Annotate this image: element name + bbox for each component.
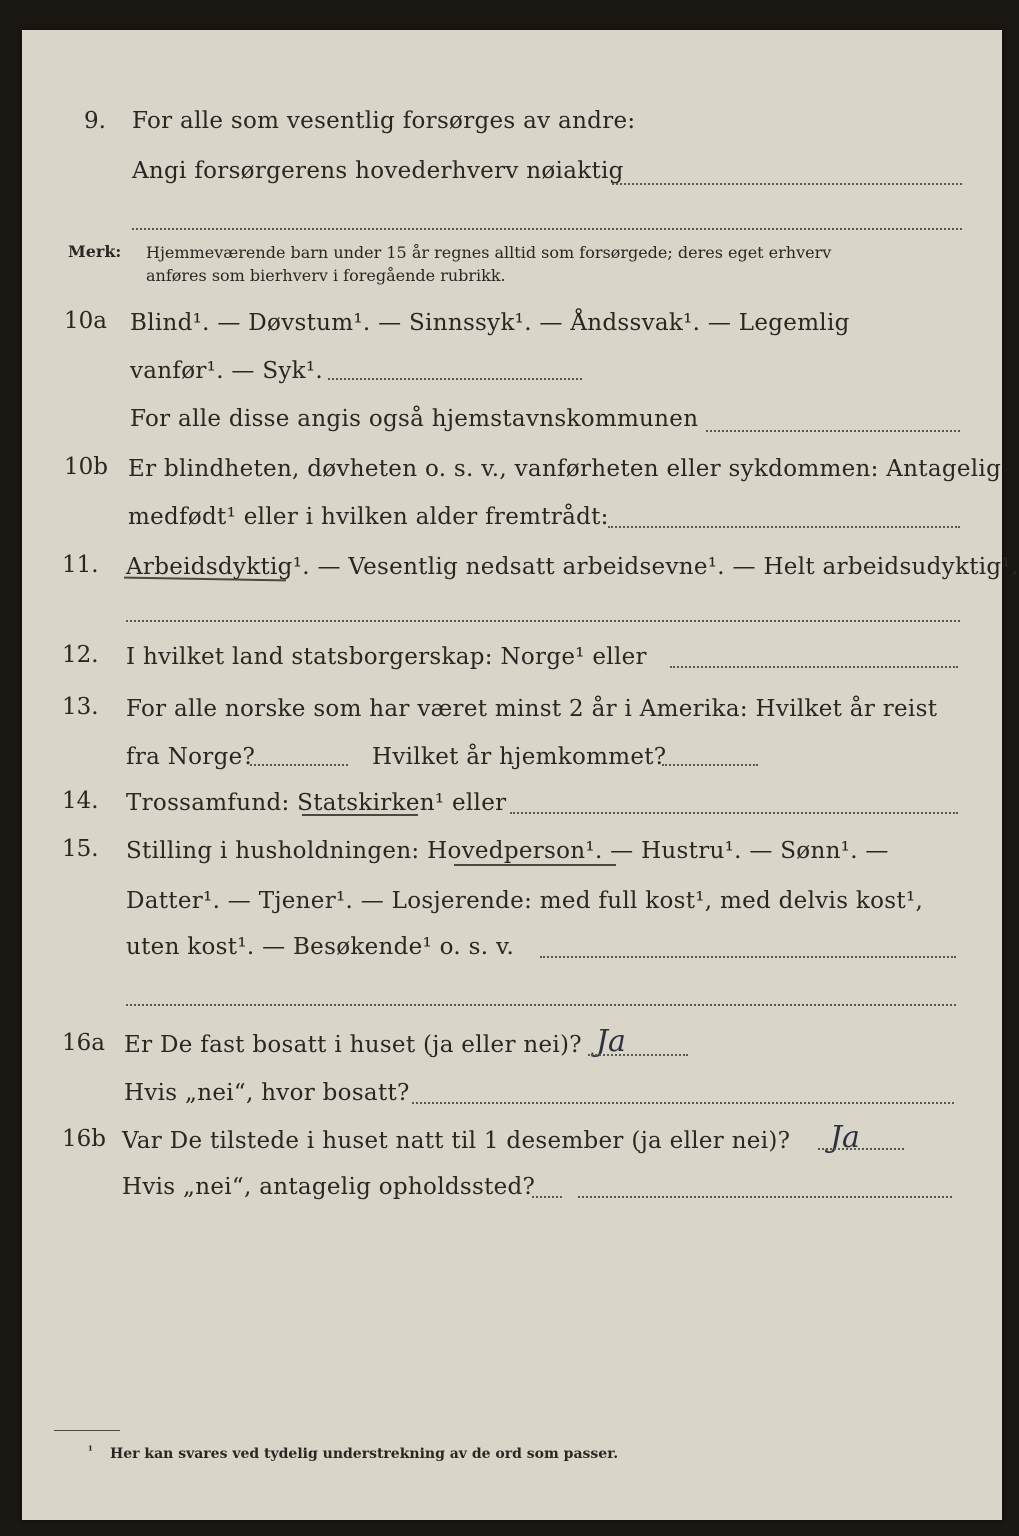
q15-number: 15.	[62, 836, 99, 862]
q10a-line2: vanfør¹. — Syk¹.	[130, 358, 324, 384]
q10b-answer-line	[608, 526, 960, 528]
footnote-rule	[54, 1430, 120, 1431]
q16b-location-line-a	[532, 1196, 562, 1198]
q10a-line3: For alle disse angis også hjemstavnskommunen	[130, 406, 699, 432]
q11-number: 11.	[62, 552, 99, 578]
q14-line1: Trossamfund: Statskirken¹ eller	[126, 790, 507, 816]
q13-return-line	[662, 764, 758, 766]
q16b-number: 16b	[62, 1126, 106, 1152]
merk-line1: Hjemmeværende barn under 15 år regnes alltid som forsørgede; deres eget erhverv	[146, 243, 832, 262]
q16a-line1: Er De fast bosatt i huset (ja eller nei)?	[124, 1032, 582, 1058]
q16b-location-line-b	[578, 1196, 952, 1198]
q15-line3: uten kost¹. — Besøkende¹ o. s. v.	[126, 934, 515, 960]
q16b-handwritten-answer: Ja	[830, 1120, 860, 1155]
q14-number: 14.	[62, 788, 99, 814]
q13-line2a: fra Norge?	[126, 744, 256, 770]
census-form-page	[22, 30, 1019, 1520]
q9-number: 9.	[84, 108, 106, 134]
q15-answer-line-2	[126, 1004, 956, 1006]
merk-label: Merk:	[68, 242, 122, 261]
footnote-mark: ¹	[88, 1444, 93, 1457]
q11-line1: Arbeidsdyktig¹. — Vesentlig nedsatt arbeidsevne¹. — Helt arbeidsudyktig¹.	[126, 554, 1019, 580]
q16b-line1: Var De tilstede i huset natt til 1 desember (ja eller nei)?	[122, 1128, 791, 1154]
q13-line1: For alle norske som har været minst 2 år i Amerika: Hvilket år reist	[126, 696, 938, 722]
q16a-line2: Hvis „nei“, hvor bosatt?	[124, 1080, 410, 1106]
q10a-line1: Blind¹. — Døvstum¹. — Sinnssyk¹. — Åndssvak¹. — Legemlig	[130, 310, 850, 336]
q10a-hometown-line	[706, 430, 960, 432]
q15-answer-line	[540, 956, 956, 958]
q9-answer-line-2	[132, 228, 962, 230]
q16a-residence-line	[412, 1102, 954, 1104]
q10a-answer-line	[328, 378, 582, 380]
merk-line2: anføres som bierhverv i foregående rubrikk.	[146, 266, 506, 285]
q13-number: 13.	[62, 694, 99, 720]
q16a-number: 16a	[62, 1030, 105, 1056]
q10b-line2: medfødt¹ eller i hvilken alder fremtrådt:	[128, 504, 609, 530]
q14-answer-line	[510, 812, 958, 814]
footnote-text: Her kan svares ved tydelig understrekning av de ord som passer.	[110, 1446, 619, 1462]
q10b-line1: Er blindheten, døvheten o. s. v., vanførheten eller sykdommen: Antagelig	[128, 456, 1002, 482]
q9-answer-line	[612, 183, 962, 185]
q16a-handwritten-answer: Ja	[596, 1024, 626, 1059]
q12-answer-line	[670, 666, 958, 668]
q10b-number: 10b	[64, 454, 108, 480]
q13-departure-line	[250, 764, 348, 766]
q12-number: 12.	[62, 642, 99, 668]
q9-line2: Angi forsørgerens hovederhverv nøiaktig	[132, 158, 624, 184]
q15-underline-hovedperson	[454, 864, 616, 866]
q11-answer-line	[126, 620, 960, 622]
q10a-number: 10a	[64, 308, 107, 334]
q16b-line2: Hvis „nei“, antagelig opholdssted?	[122, 1174, 536, 1200]
q9-line1: For alle som vesentlig forsørges av andre:	[132, 108, 636, 134]
q15-line2: Datter¹. — Tjener¹. — Losjerende: med full kost¹, med delvis kost¹,	[126, 888, 924, 914]
q12-line1: I hvilket land statsborgerskap: Norge¹ eller	[126, 644, 647, 670]
q16a-answer-line	[588, 1054, 688, 1056]
q15-line1: Stilling i husholdningen: Hovedperson¹. — Hustru¹. — Sønn¹. —	[126, 838, 889, 864]
q14-underline-statskirken	[302, 814, 418, 816]
q16b-answer-line	[818, 1148, 904, 1150]
q13-line2b: Hvilket år hjemkommet?	[372, 744, 667, 770]
